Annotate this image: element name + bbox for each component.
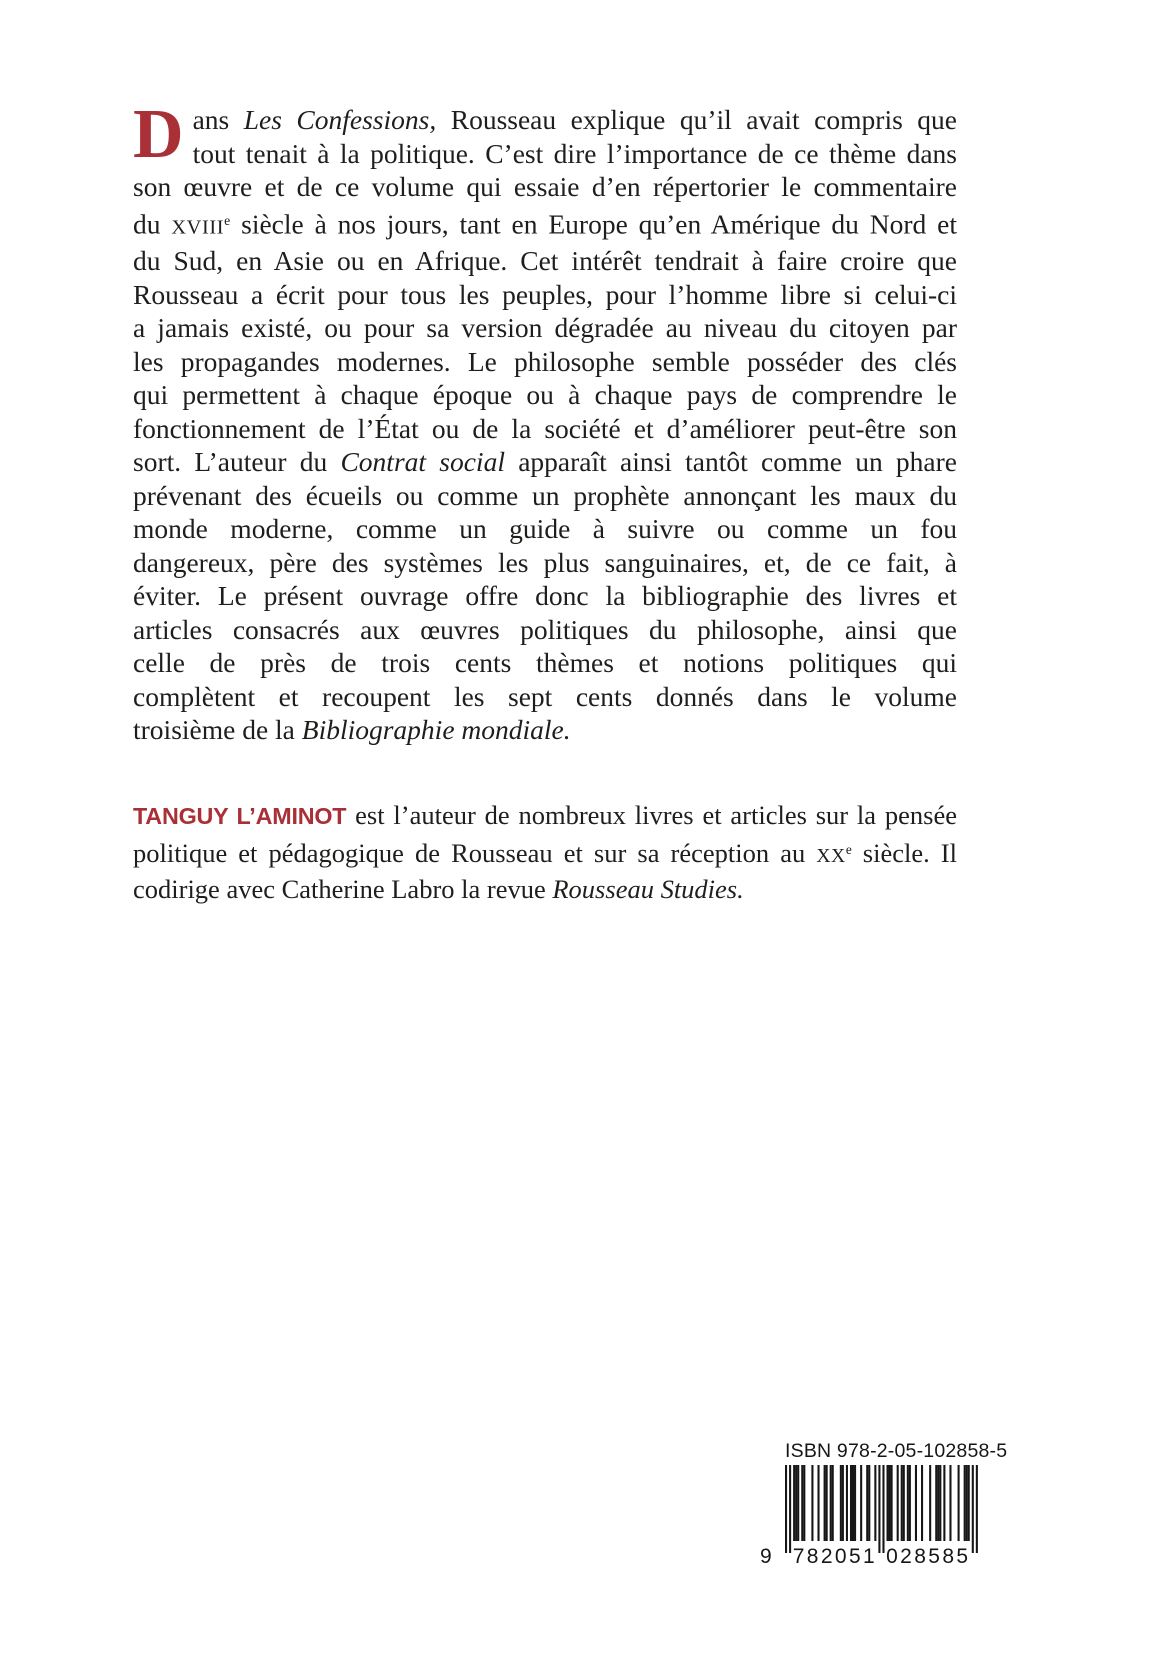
- blurb-line: Rousseau a écrit pour tous les peuples, pour l’homme libre si celui-ci: [133, 278, 957, 310]
- blurb-line: articles consacrés aux œuvres politiques du philosophe, ainsi que: [133, 613, 957, 645]
- barcode-bar: [801, 1465, 803, 1541]
- blurb-line: dangereux, père des systèmes les plus sanguinaires, et, de ce fait, à: [133, 546, 957, 578]
- blurb-line: monde moderne, comme un guide à suivre ou comme un fou: [133, 513, 957, 545]
- blurb-line: son œuvre et de ce volume qui essaie d’en répertorier le commentaire: [133, 171, 957, 202]
- barcode-bar: [935, 1465, 937, 1541]
- blurb-line: du Sud, en Asie ou en Afrique. Cet intérêt tendrait à faire croire que: [133, 245, 957, 277]
- barcode-bar: [846, 1465, 848, 1541]
- barcode-bar: [866, 1465, 868, 1541]
- bio-line: politique et pédagogique de Rousseau et sur sa réception au XXe siècle. Il: [133, 837, 957, 868]
- barcode-bar: [897, 1465, 899, 1541]
- barcode-bar: [797, 1465, 799, 1541]
- barcode-digit-group: 9: [760, 1545, 772, 1567]
- barcode-bar: [937, 1465, 939, 1541]
- barcode-bar: [824, 1465, 826, 1541]
- barcode-bar: [860, 1465, 862, 1541]
- barcode-bar: [891, 1465, 893, 1541]
- barcode-bar: [882, 1465, 884, 1553]
- blurb-line: ans Les Confessions, Rousseau explique qu’il avait compris que: [192, 104, 957, 135]
- barcode-bar: [789, 1465, 791, 1553]
- barcode-bar: [803, 1465, 805, 1541]
- barcode-bar: [958, 1465, 960, 1541]
- drop-cap: D: [133, 96, 184, 173]
- barcode-bar: [868, 1465, 870, 1541]
- blurb-line: tout tenait à la politique. C’est dire l’importance de ce thème dans: [192, 137, 957, 169]
- barcode-bar: [964, 1465, 966, 1541]
- blurb-line: prévenant des écueils ou comme un prophète annonçant les maux du: [133, 479, 957, 511]
- barcode-bar: [830, 1465, 832, 1541]
- barcode-bar: [852, 1465, 854, 1541]
- blurb-line: fonctionnement de l’État ou de la société et d’améliorer peut-être son: [133, 412, 957, 444]
- barcode-bar: [850, 1465, 852, 1541]
- barcode-bar: [966, 1465, 968, 1541]
- barcode-bar: [793, 1465, 795, 1541]
- blurb-line: complètent et recoupent les sept cents donnés dans le volume: [133, 680, 957, 712]
- barcode-bar: [949, 1465, 951, 1541]
- barcode-bar: [943, 1465, 945, 1541]
- barcode-bar: [939, 1465, 941, 1541]
- barcode-bar: [887, 1465, 889, 1541]
- barcode-bar: [929, 1465, 931, 1541]
- blurb-line: celle de près de trois cents thèmes et notions politiques qui: [133, 647, 957, 679]
- blurb-line: a jamais existé, ou pour sa version dégradée au niveau du citoyen par: [133, 312, 957, 344]
- blurb-line: les propagandes modernes. Le philosophe semble posséder des clés: [133, 345, 957, 377]
- barcode-bar: [878, 1465, 880, 1553]
- barcode-bar: [795, 1465, 797, 1541]
- back-cover-blurb: [133, 96, 958, 747]
- barcode-bar: [976, 1465, 978, 1553]
- blurb-line: sort. L’auteur du Contrat social apparaît ainsi tantôt comme un phare: [133, 446, 957, 478]
- barcode-bar: [907, 1465, 909, 1541]
- blurb-line: éviter. Le présent ouvrage offre donc la bibliographie des livres et: [133, 580, 957, 612]
- isbn-number-label: ISBN 978-2-05-102858-5: [785, 1440, 1008, 1462]
- barcode-bar: [840, 1465, 842, 1541]
- barcode-digit-group: 028585: [886, 1545, 969, 1567]
- bio-line: TANGUY L’AMINOT est l’auteur de nombreux livres et articles sur la pensée: [133, 800, 957, 830]
- barcode-bar: [915, 1465, 917, 1541]
- barcode-bar: [785, 1465, 787, 1553]
- barcode-bar: [874, 1465, 876, 1541]
- barcode-bar: [972, 1465, 974, 1553]
- bio-line: codirige avec Catherine Labro la revue Rousseau Studies.: [133, 873, 744, 904]
- barcode-bar: [811, 1465, 813, 1541]
- barcode-bar: [901, 1465, 903, 1541]
- barcode-bar: [832, 1465, 834, 1541]
- barcode-bar: [854, 1465, 856, 1541]
- barcode-bar: [968, 1465, 970, 1541]
- ean13-barcode: [752, 1465, 984, 1567]
- barcode-bar: [909, 1465, 911, 1541]
- author-bio: [133, 799, 957, 906]
- barcode-bar: [903, 1465, 905, 1541]
- barcode-bar: [817, 1465, 819, 1541]
- blurb-line: qui permettent à chaque époque ou à chaque pays de comprendre le: [133, 379, 957, 411]
- barcode-bar: [889, 1465, 891, 1541]
- barcode-bar: [842, 1465, 844, 1541]
- barcode-digit-group: 782051: [792, 1545, 875, 1567]
- isbn-barcode-block: [752, 1440, 1008, 1567]
- barcode-bar: [826, 1465, 828, 1541]
- barcode-bar: [921, 1465, 923, 1541]
- blurb-line: du XVIIIe siècle à nos jours, tant en Europe qu’en Amérique du Nord et: [133, 207, 958, 239]
- blurb-line: troisième de la Bibliographie mondiale.: [133, 714, 571, 746]
